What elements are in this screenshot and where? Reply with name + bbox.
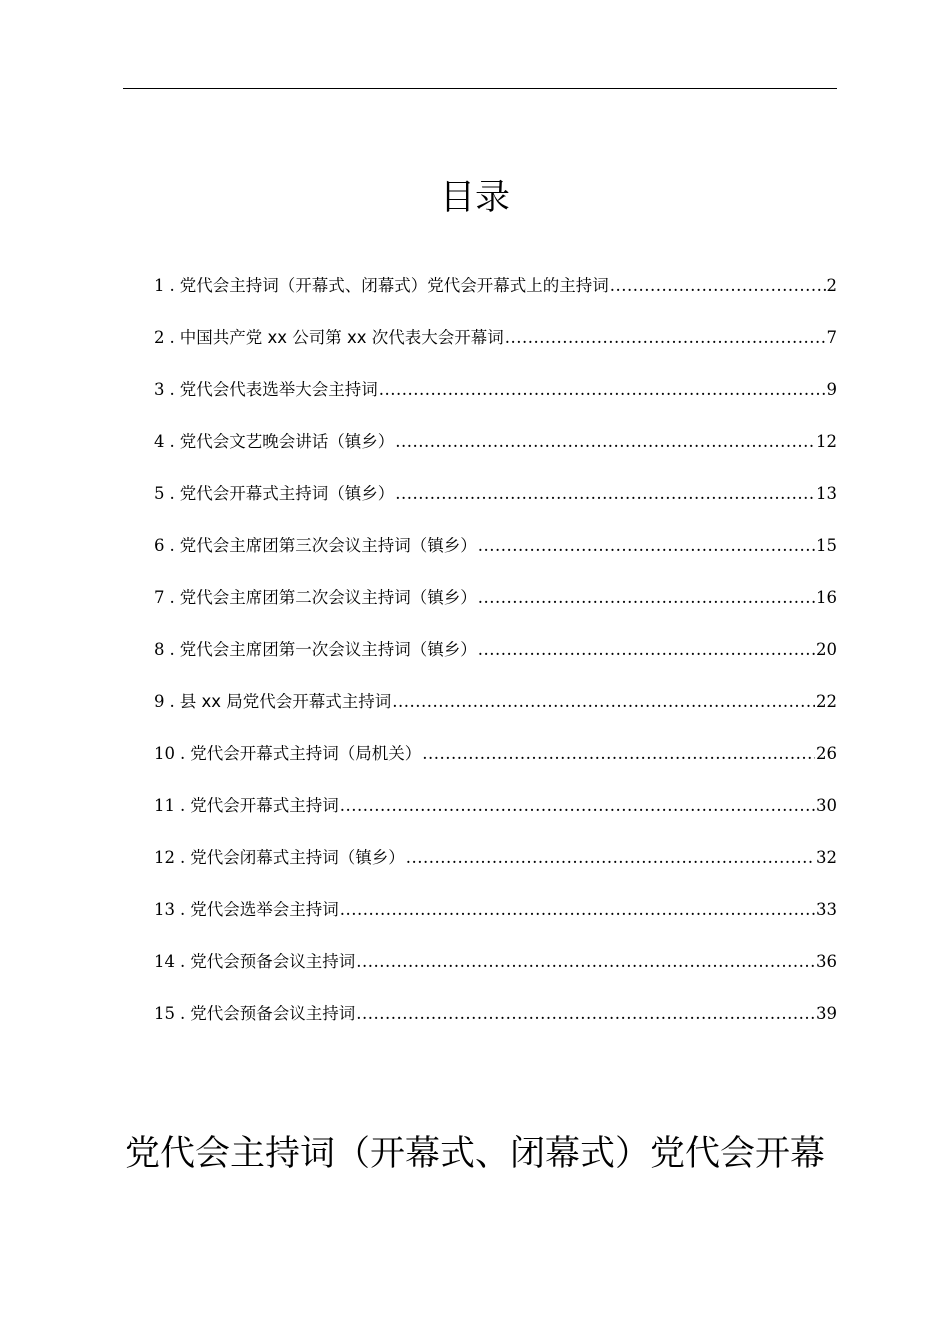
toc-entry-page-number: 2 bbox=[826, 276, 837, 295]
toc-entry-title: 党代会主持词（开幕式、闭幕式）党代会开幕式上的主持词 bbox=[179, 276, 609, 295]
toc-entry-separator: . bbox=[169, 380, 175, 399]
toc-entry-page-number: 30 bbox=[816, 796, 837, 815]
toc-entry-separator: . bbox=[169, 484, 175, 503]
toc-list bbox=[154, 274, 837, 1054]
toc-entry-separator: . bbox=[180, 900, 186, 919]
toc-entry-page-number: 13 bbox=[816, 484, 837, 503]
toc-dot-leader bbox=[610, 274, 826, 298]
toc-entry-number: 11 bbox=[154, 796, 175, 815]
toc-entry-page-number: 26 bbox=[816, 744, 837, 763]
toc-entry-title: 党代会开幕式主持词 bbox=[190, 796, 339, 815]
header-rule bbox=[123, 88, 837, 89]
toc-entry[interactable] bbox=[154, 638, 837, 690]
toc-dot-leader bbox=[406, 846, 815, 870]
toc-entry-number: 14 bbox=[154, 952, 175, 971]
toc-entry[interactable] bbox=[154, 794, 837, 846]
toc-entry-page-number: 39 bbox=[816, 1004, 837, 1023]
toc-entry-title: 党代会开幕式主持词（局机关） bbox=[190, 744, 422, 763]
toc-entry-separator: . bbox=[180, 1004, 186, 1023]
toc-dot-leader bbox=[505, 326, 826, 350]
toc-entry[interactable] bbox=[154, 482, 837, 534]
toc-entry-title: 党代会预备会议主持词 bbox=[190, 1004, 356, 1023]
toc-entry[interactable] bbox=[154, 534, 837, 586]
toc-entry-separator: . bbox=[169, 536, 175, 555]
toc-entry[interactable] bbox=[154, 1002, 837, 1054]
toc-entry-number: 8 bbox=[154, 640, 165, 659]
toc-entry-separator: . bbox=[169, 432, 175, 451]
toc-entry-number: 5 bbox=[154, 484, 165, 503]
toc-dot-leader bbox=[356, 950, 815, 974]
toc-entry-page-number: 7 bbox=[826, 328, 837, 347]
toc-entry[interactable] bbox=[154, 274, 837, 326]
toc-entry-separator: . bbox=[169, 328, 175, 347]
toc-entry-separator: . bbox=[180, 848, 186, 867]
toc-entry-number: 4 bbox=[154, 432, 165, 451]
toc-dot-leader bbox=[478, 638, 815, 662]
toc-dot-leader bbox=[340, 794, 815, 818]
toc-entry-number: 3 bbox=[154, 380, 165, 399]
toc-entry-separator: . bbox=[180, 744, 186, 763]
toc-entry-number: 9 bbox=[154, 692, 165, 711]
toc-entry[interactable] bbox=[154, 430, 837, 482]
toc-entry-separator: . bbox=[169, 588, 175, 607]
toc-entry[interactable] bbox=[154, 378, 837, 430]
toc-entry[interactable] bbox=[154, 690, 837, 742]
toc-dot-leader bbox=[356, 1002, 815, 1026]
toc-entry-title: 党代会闭幕式主持词（镇乡） bbox=[190, 848, 405, 867]
section-heading: 党代会主持词（开幕式、闭幕式）党代会开幕 bbox=[124, 1134, 825, 1174]
toc-entry-number: 1 bbox=[154, 276, 165, 295]
toc-entry-title: 党代会主席团第三次会议主持词（镇乡） bbox=[179, 536, 477, 555]
toc-entry-page-number: 15 bbox=[816, 536, 837, 555]
toc-entry-page-number: 12 bbox=[816, 432, 837, 451]
toc-entry-number: 2 bbox=[154, 328, 165, 347]
toc-entry-title: 中国共产党 xx 公司第 xx 次代表大会开幕词 bbox=[179, 328, 504, 347]
toc-entry[interactable] bbox=[154, 846, 837, 898]
toc-dot-leader bbox=[379, 378, 826, 402]
toc-dot-leader bbox=[340, 898, 815, 922]
toc-entry[interactable] bbox=[154, 898, 837, 950]
toc-entry-title: 党代会开幕式主持词（镇乡） bbox=[179, 484, 395, 503]
toc-entry-page-number: 33 bbox=[816, 900, 837, 919]
toc-dot-leader bbox=[478, 534, 815, 558]
toc-entry[interactable] bbox=[154, 950, 837, 1002]
toc-entry-title: 党代会主席团第一次会议主持词（镇乡） bbox=[179, 640, 477, 659]
toc-entry-title: 党代会代表选举大会主持词 bbox=[179, 380, 378, 399]
toc-entry-number: 12 bbox=[154, 848, 175, 867]
toc-entry-separator: . bbox=[180, 796, 186, 815]
toc-entry-number: 13 bbox=[154, 900, 175, 919]
toc-entry[interactable] bbox=[154, 326, 837, 378]
toc-entry-number: 7 bbox=[154, 588, 165, 607]
toc-entry-page-number: 22 bbox=[816, 692, 837, 711]
toc-entry-title: 县 xx 局党代会开幕式主持词 bbox=[179, 692, 392, 711]
toc-entry-page-number: 16 bbox=[816, 588, 837, 607]
toc-entry-separator: . bbox=[169, 692, 175, 711]
toc-dot-leader bbox=[395, 430, 815, 454]
toc-entry-number: 10 bbox=[154, 744, 175, 763]
toc-entry-page-number: 20 bbox=[816, 640, 837, 659]
toc-entry-title: 党代会主席团第二次会议主持词（镇乡） bbox=[179, 588, 477, 607]
toc-entry-page-number: 9 bbox=[826, 380, 837, 399]
toc-entry-separator: . bbox=[169, 276, 175, 295]
toc-entry[interactable] bbox=[154, 586, 837, 638]
toc-dot-leader bbox=[392, 690, 815, 714]
toc-entry-page-number: 32 bbox=[816, 848, 837, 867]
toc-dot-leader bbox=[478, 586, 815, 610]
toc-title: 目录 bbox=[439, 178, 510, 218]
toc-entry-separator: . bbox=[180, 952, 186, 971]
toc-entry-title: 党代会文艺晚会讲话（镇乡） bbox=[179, 432, 395, 451]
toc-entry-page-number: 36 bbox=[816, 952, 837, 971]
toc-entry[interactable] bbox=[154, 742, 837, 794]
toc-entry-number: 6 bbox=[154, 536, 165, 555]
toc-entry-title: 党代会选举会主持词 bbox=[190, 900, 339, 919]
toc-dot-leader bbox=[395, 482, 815, 506]
toc-dot-leader bbox=[422, 742, 815, 766]
toc-entry-title: 党代会预备会议主持词 bbox=[190, 952, 356, 971]
toc-entry-separator: . bbox=[169, 640, 175, 659]
toc-entry-number: 15 bbox=[154, 1004, 175, 1023]
